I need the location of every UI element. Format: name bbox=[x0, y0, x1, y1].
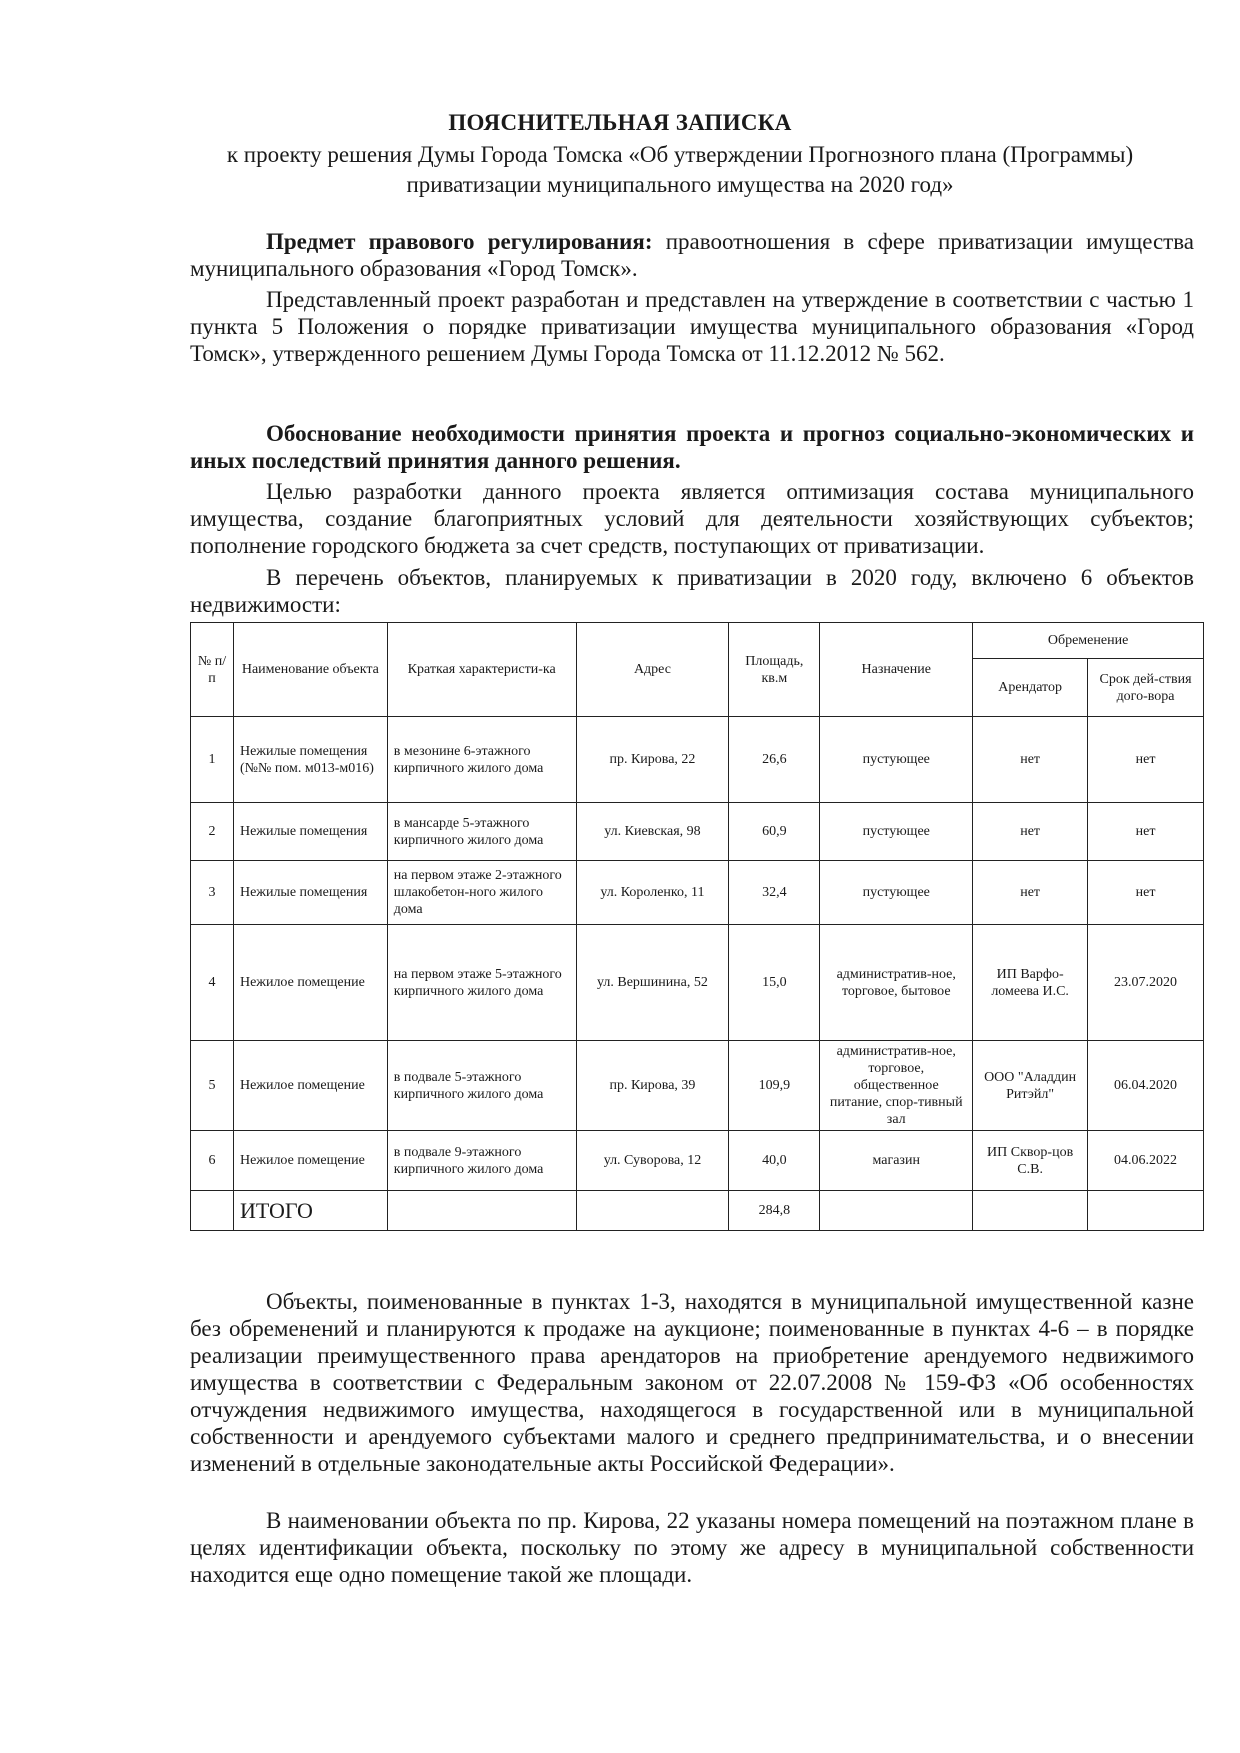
cell-name: Нежилые помещения (№№ пом. м013-м016) bbox=[233, 717, 387, 803]
header-name: Наименование объекта bbox=[233, 623, 387, 717]
cell-term: нет bbox=[1088, 861, 1204, 925]
goal-paragraph: Целью разработки данного проекта является оптимизация состава муниципального имущества, создание благоприятных условий для деятельности хозяйствующих субъектов; пополнение городского бюджета за счет средств, поступающих от приватизации. bbox=[190, 479, 1194, 558]
cell-purpose: пустующее bbox=[820, 861, 973, 925]
total-purpose-cell bbox=[820, 1191, 973, 1231]
document-subtitle bbox=[180, 140, 1180, 200]
cell-num: 4 bbox=[191, 925, 234, 1041]
cell-name: Нежилые помещения bbox=[233, 861, 387, 925]
cell-name: Нежилое помещение bbox=[233, 925, 387, 1041]
list-intro-paragraph: В перечень объектов, планируемых к приватизации в 2020 году, включено 6 объектов недвижимости: bbox=[190, 565, 1194, 617]
header-tenant: Арендатор bbox=[973, 659, 1088, 717]
cell-term: нет bbox=[1088, 803, 1204, 861]
cell-num: 2 bbox=[191, 803, 234, 861]
subject-text: правоотношения в сфере приватизации имущества муниципального образования «Город Томск». bbox=[190, 229, 1194, 281]
header-address: Адрес bbox=[576, 623, 729, 717]
cell-term: 06.04.2020 bbox=[1088, 1041, 1204, 1131]
closing-paragraph-1: Объекты, поименованные в пунктах 1-3, находятся в муниципальной имущественной казне без обременений и планируются к продаже на аукционе; поименованные в пунктах 4-6 – в порядке реализации преимущественного права арендаторов на приобретение арендуемого недвижимого имущества в соответствии с Федеральным законом от 22.07.2008 № 159-ФЗ «Об особенностях отчуждения недвижимого имущества, находящегося в государственной или в муниципальной собственности и арендуемого субъектами малого и среднего предпринимательства, и о внесении изменений в отдельные законодательные акты Российской Федерации». bbox=[190, 1289, 1194, 1476]
cell-tenant: ИП Варфо-ломеева И.С. bbox=[973, 925, 1088, 1041]
header-purpose: Назначение bbox=[820, 623, 973, 717]
total-area: 284,8 bbox=[729, 1191, 820, 1231]
table-row bbox=[191, 1131, 1204, 1191]
header-area: Площадь, кв.м bbox=[729, 623, 820, 717]
cell-area: 15,0 bbox=[729, 925, 820, 1041]
cell-area: 109,9 bbox=[729, 1041, 820, 1131]
cell-area: 26,6 bbox=[729, 717, 820, 803]
cell-address: ул. Короленко, 11 bbox=[576, 861, 729, 925]
cell-tenant: ООО "Аладдин Ритэйл" bbox=[973, 1041, 1088, 1131]
cell-term: нет bbox=[1088, 717, 1204, 803]
cell-purpose: административ-ное, торговое, общественное питание, спор-тивный зал bbox=[820, 1041, 973, 1131]
cell-description: в мезонине 6-этажного кирпичного жилого дома bbox=[387, 717, 576, 803]
header-term: Срок дей-ствия дого-вора bbox=[1088, 659, 1204, 717]
cell-address: ул. Киевская, 98 bbox=[576, 803, 729, 861]
total-row bbox=[191, 1191, 1204, 1231]
objects-table bbox=[190, 622, 1204, 1231]
cell-name: Нежилые помещения bbox=[233, 803, 387, 861]
cell-purpose: пустующее bbox=[820, 717, 973, 803]
header-encumbrance: Обременение bbox=[973, 623, 1204, 659]
cell-address: пр. Кирова, 39 bbox=[576, 1041, 729, 1131]
cell-area: 32,4 bbox=[729, 861, 820, 925]
table-body bbox=[191, 717, 1204, 1191]
cell-address: ул. Суворова, 12 bbox=[576, 1131, 729, 1191]
cell-num: 6 bbox=[191, 1131, 234, 1191]
cell-address: пр. Кирова, 22 bbox=[576, 717, 729, 803]
cell-description: на первом этаже 2-этажного шлакобетон-ного жилого дома bbox=[387, 861, 576, 925]
total-num-cell bbox=[191, 1191, 234, 1231]
cell-purpose: пустующее bbox=[820, 803, 973, 861]
cell-term: 23.07.2020 bbox=[1088, 925, 1204, 1041]
cell-name: Нежилое помещение bbox=[233, 1131, 387, 1191]
document-title: ПОЯСНИТЕЛЬНАЯ ЗАПИСКА bbox=[448, 110, 792, 135]
table-row bbox=[191, 925, 1204, 1041]
cell-description: в подвале 5-этажного кирпичного жилого дома bbox=[387, 1041, 576, 1131]
subtitle-line-2: приватизации муниципального имущества на 2020 год» bbox=[406, 172, 954, 197]
cell-tenant: ИП Сквор-цов С.В. bbox=[973, 1131, 1088, 1191]
cell-num: 1 bbox=[191, 717, 234, 803]
closing-paragraph-2: В наименовании объекта по пр. Кирова, 22 указаны номера помещений на поэтажном плане в целях идентификации объекта, поскольку по этому же адресу в муниципальной собственности находится еще одно помещение такой же площади. bbox=[190, 1508, 1194, 1587]
basis-paragraph: Представленный проект разработан и представлен на утверждение в соответствии с частью 1 пункта 5 Положения о порядке приватизации имущества муниципального образования «Город Томск», утвержденного решением Думы Города Томска от 11.12.2012 № 562. bbox=[190, 287, 1194, 366]
cell-num: 5 bbox=[191, 1041, 234, 1131]
cell-name: Нежилое помещение bbox=[233, 1041, 387, 1131]
cell-num: 3 bbox=[191, 861, 234, 925]
table-row bbox=[191, 861, 1204, 925]
cell-area: 40,0 bbox=[729, 1131, 820, 1191]
cell-purpose: административ-ное, торговое, бытовое bbox=[820, 925, 973, 1041]
cell-description: в подвале 9-этажного кирпичного жилого дома bbox=[387, 1131, 576, 1191]
cell-address: ул. Вершинина, 52 bbox=[576, 925, 729, 1041]
total-label: ИТОГО bbox=[233, 1191, 387, 1231]
cell-tenant: нет bbox=[973, 803, 1088, 861]
table-row bbox=[191, 803, 1204, 861]
subtitle-line-1: к проекту решения Думы Города Томска «Об утверждении Прогнозного плана (Программы) bbox=[226, 142, 1134, 167]
total-term-cell bbox=[1088, 1191, 1204, 1231]
header-num: № п/п bbox=[191, 623, 234, 717]
total-tenant-cell bbox=[973, 1191, 1088, 1231]
cell-tenant: нет bbox=[973, 717, 1088, 803]
cell-area: 60,9 bbox=[729, 803, 820, 861]
cell-description: в мансарде 5-этажного кирпичного жилого дома bbox=[387, 803, 576, 861]
total-description-cell bbox=[387, 1191, 576, 1231]
cell-term: 04.06.2022 bbox=[1088, 1131, 1204, 1191]
subject-paragraph bbox=[190, 228, 1194, 282]
header-description: Краткая характеристи-ка bbox=[387, 623, 576, 717]
cell-description: на первом этаже 5-этажного кирпичного жилого дома bbox=[387, 925, 576, 1041]
total-address-cell bbox=[576, 1191, 729, 1231]
table-row bbox=[191, 1041, 1204, 1131]
cell-purpose: магазин bbox=[820, 1131, 973, 1191]
cell-tenant: нет bbox=[973, 861, 1088, 925]
justification-heading: Обоснование необходимости принятия проекта и прогноз социально-экономических и иных последствий принятия данного решения. bbox=[190, 421, 1194, 473]
table-row bbox=[191, 717, 1204, 803]
subject-heading: Предмет правового регулирования: bbox=[266, 229, 653, 254]
